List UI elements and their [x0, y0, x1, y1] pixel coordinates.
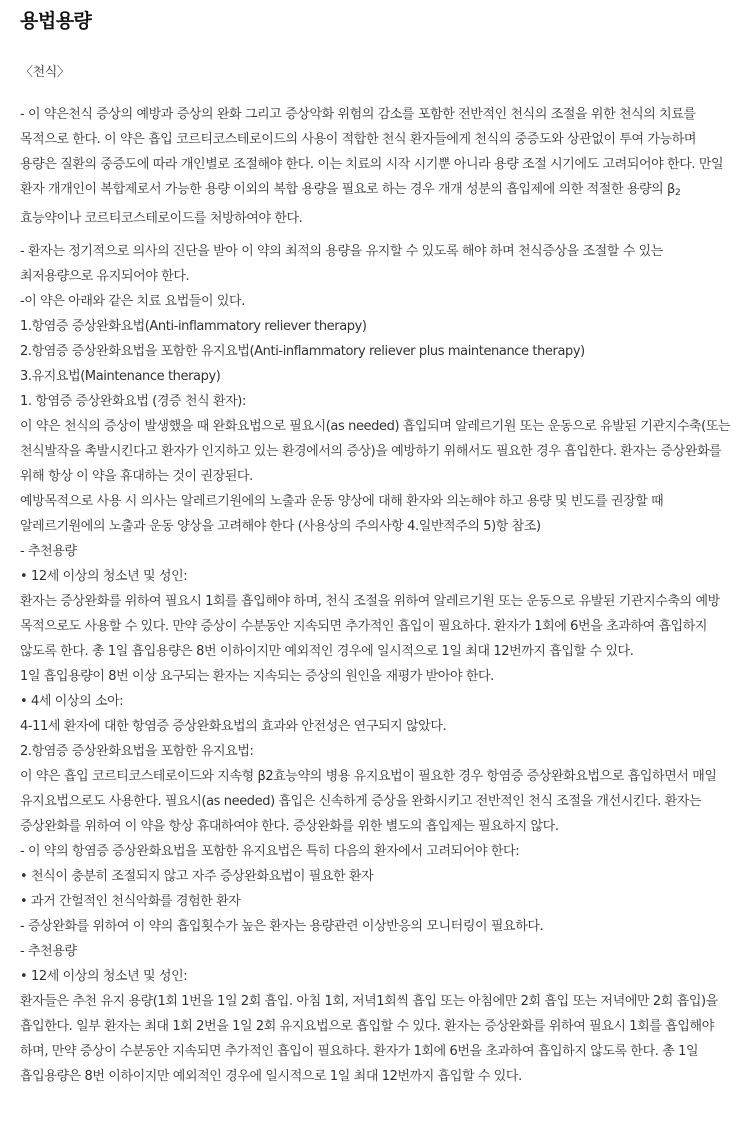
beta-subscript: 2 [674, 188, 681, 198]
body-line: 1일 흡입용량이 8번 이상 요구되는 환자는 지속되는 증상의 원인을 재평가 받아야 한다. [20, 669, 494, 684]
body-line: • 12세 이상의 청소년 및 성인: [20, 569, 188, 584]
body-line: - 이 약의 항염증 증상완화요법을 포함한 유지요법은 특히 다음의 환자에서 고려되어야 한다: [20, 844, 520, 859]
section-heading: 〈천식〉 [20, 65, 70, 80]
body-line: 환자는 증상완화를 위하여 필요시 1회를 흡입해야 하며, 천식 조절을 위하여 알레르기원 또는 운동으로 유발된 기관지수축의 예방 목적으로도 사용할 수 있다. 만약 증상이 수분동안 지속되면 추가적인 흡입이 필요하다. 환자가 1회에 6번을 초과하여 흡입하지 않도록 한다. 총 1일 흡입용량은 8번 이하이지만 예외적인 경우에 일시적으로 1일 최대 12번까지 흡입할 수 있다. [20, 594, 720, 659]
body-line: 이 약은 흡입 코르티코스테로이드와 지속형 β2효능약의 병용 유지요법이 필요한 경우 항염증 증상완화요법으로 흡입하면서 매일 유지요법으로도 사용한다. 필요시(as needed) 흡입은 신속하게 증상을 완화시키고 전반적인 천식 조절을 개선시킨다. 환자는 증상완화를 위하여 이 약을 항상 휴대하여야 한다. 증상완화를 위한 별도의 흡입제는 필요하지 않다. [20, 769, 717, 834]
body-line: - 환자는 정기적으로 의사의 진단을 받아 이 약의 최적의 용량을 유지할 수 있도록 해야 하며 천식증상을 조절할 수 있는 최저용량으로 유지되어야 한다. [20, 244, 663, 284]
paragraph-intro [20, 102, 732, 231]
body-line: - 추천용량 [20, 944, 77, 959]
page-title: 용법용량 [20, 10, 92, 32]
body-line: • 4세 이상의 소아: [20, 694, 124, 709]
body-line: • 12세 이상의 청소년 및 성인: [20, 969, 188, 984]
paragraph-intro-text-b: 효능약이나 코르티코스테로이드를 처방하여야 한다. [20, 211, 303, 226]
body-line: - 증상완화를 위하여 이 약의 흡입횟수가 높은 환자는 용량관련 이상반응의 모니터링이 필요하다. [20, 919, 544, 934]
body-line: 예방목적으로 사용 시 의사는 알레르기원에의 노출과 운동 양상에 대해 환자와 의논해야 하고 용량 및 빈도를 권장할 때 알레르기원에의 노출과 운동 양상을 고려해야 한다 (사용상의 주의사항 4.일반적주의 5)항 참조) [20, 494, 664, 534]
body-line: • 천식이 충분히 조절되지 않고 자주 증상완화요법이 필요한 환자 [20, 869, 374, 884]
body-line: • 과거 간헐적인 천식악화를 경험한 환자 [20, 894, 241, 909]
body-line: 2.항염증 증상완화요법을 포함한 유지요법: [20, 744, 254, 759]
paragraph-intro-text-a: - 이 약은천식 증상의 예방과 증상의 완화 그리고 증상악화 위험의 감소를 포함한 전반적인 천식의 조절을 위한 천식의 치료를 목적으로 한다. 이 약은 흡입 코르티코스테로이드의 사용이 적합한 천식 환자들에게 천식의 중증도와 상관없이 투여 가능하며 용량은 질환의 중증도에 따라 개인별로 조절해야 한다. 이는 치료의 시작 시기뿐 아니라 용량 조절 시기에도 고려되어야 한다. 만일 환자 개개인이 복합제로서 가능한 용량 이외의 복합 용량을 필요로 하는 경우 개개 성분의 흡입제에 의한 적절한 용량의 β [20, 107, 724, 197]
body-line: 3.유지요법(Maintenance therapy) [20, 369, 221, 384]
body-lines [20, 239, 732, 1089]
body-line: 1. 항염증 증상완화요법 (경증 천식 환자): [20, 394, 246, 409]
body-line: 1.항염증 증상완화요법(Anti-inflammatory reliever therapy) [20, 319, 367, 334]
body-line: 이 약은 천식의 증상이 발생했을 때 완화요법으로 필요시(as needed) 흡입되며 알레르기원 또는 운동으로 유발된 기관지수축(또는 천식발작을 촉발시킨다고 환자가 인지하고 있는 환경에서의 증상)을 예방하기 위해서도 필요한 경우 흡입한다. 환자는 증상완화를 위해 항상 이 약을 휴대하는 것이 권장된다. [20, 419, 731, 484]
body-line: - 추천용량 [20, 544, 77, 559]
body-line: 4-11세 환자에 대한 항염증 증상완화요법의 효과와 안전성은 연구되지 않았다. [20, 719, 447, 734]
body-line: 2.항염증 증상완화요법을 포함한 유지요법(Anti-inflammatory reliever plus maintenance therapy) [20, 344, 585, 359]
body-line: -이 약은 아래와 같은 치료 요법들이 있다. [20, 294, 245, 309]
body-line: 환자들은 추천 유지 용량(1회 1번을 1일 2회 흡입. 아침 1회, 저녁1회씩 흡입 또는 아침에만 2회 흡입 또는 저녁에만 2회 흡입)을 흡입한다. 일부 환자는 최대 1회 2번을 1일 2회 유지요법으로 흡입할 수 있다. 환자는 증상완화를 위하여 필요시 1회를 흡입해야 하며, 만약 증상이 수분동안 지속되면 추가적인 흡입이 필요하다. 환자가 1회에 6번을 초과하여 흡입하지 않도록 한다. 총 1일 흡입용량은 8번 이하이지만 예외적인 경우에 일시적으로 1일 최대 12번까지 흡입할 수 있다. [20, 994, 718, 1084]
